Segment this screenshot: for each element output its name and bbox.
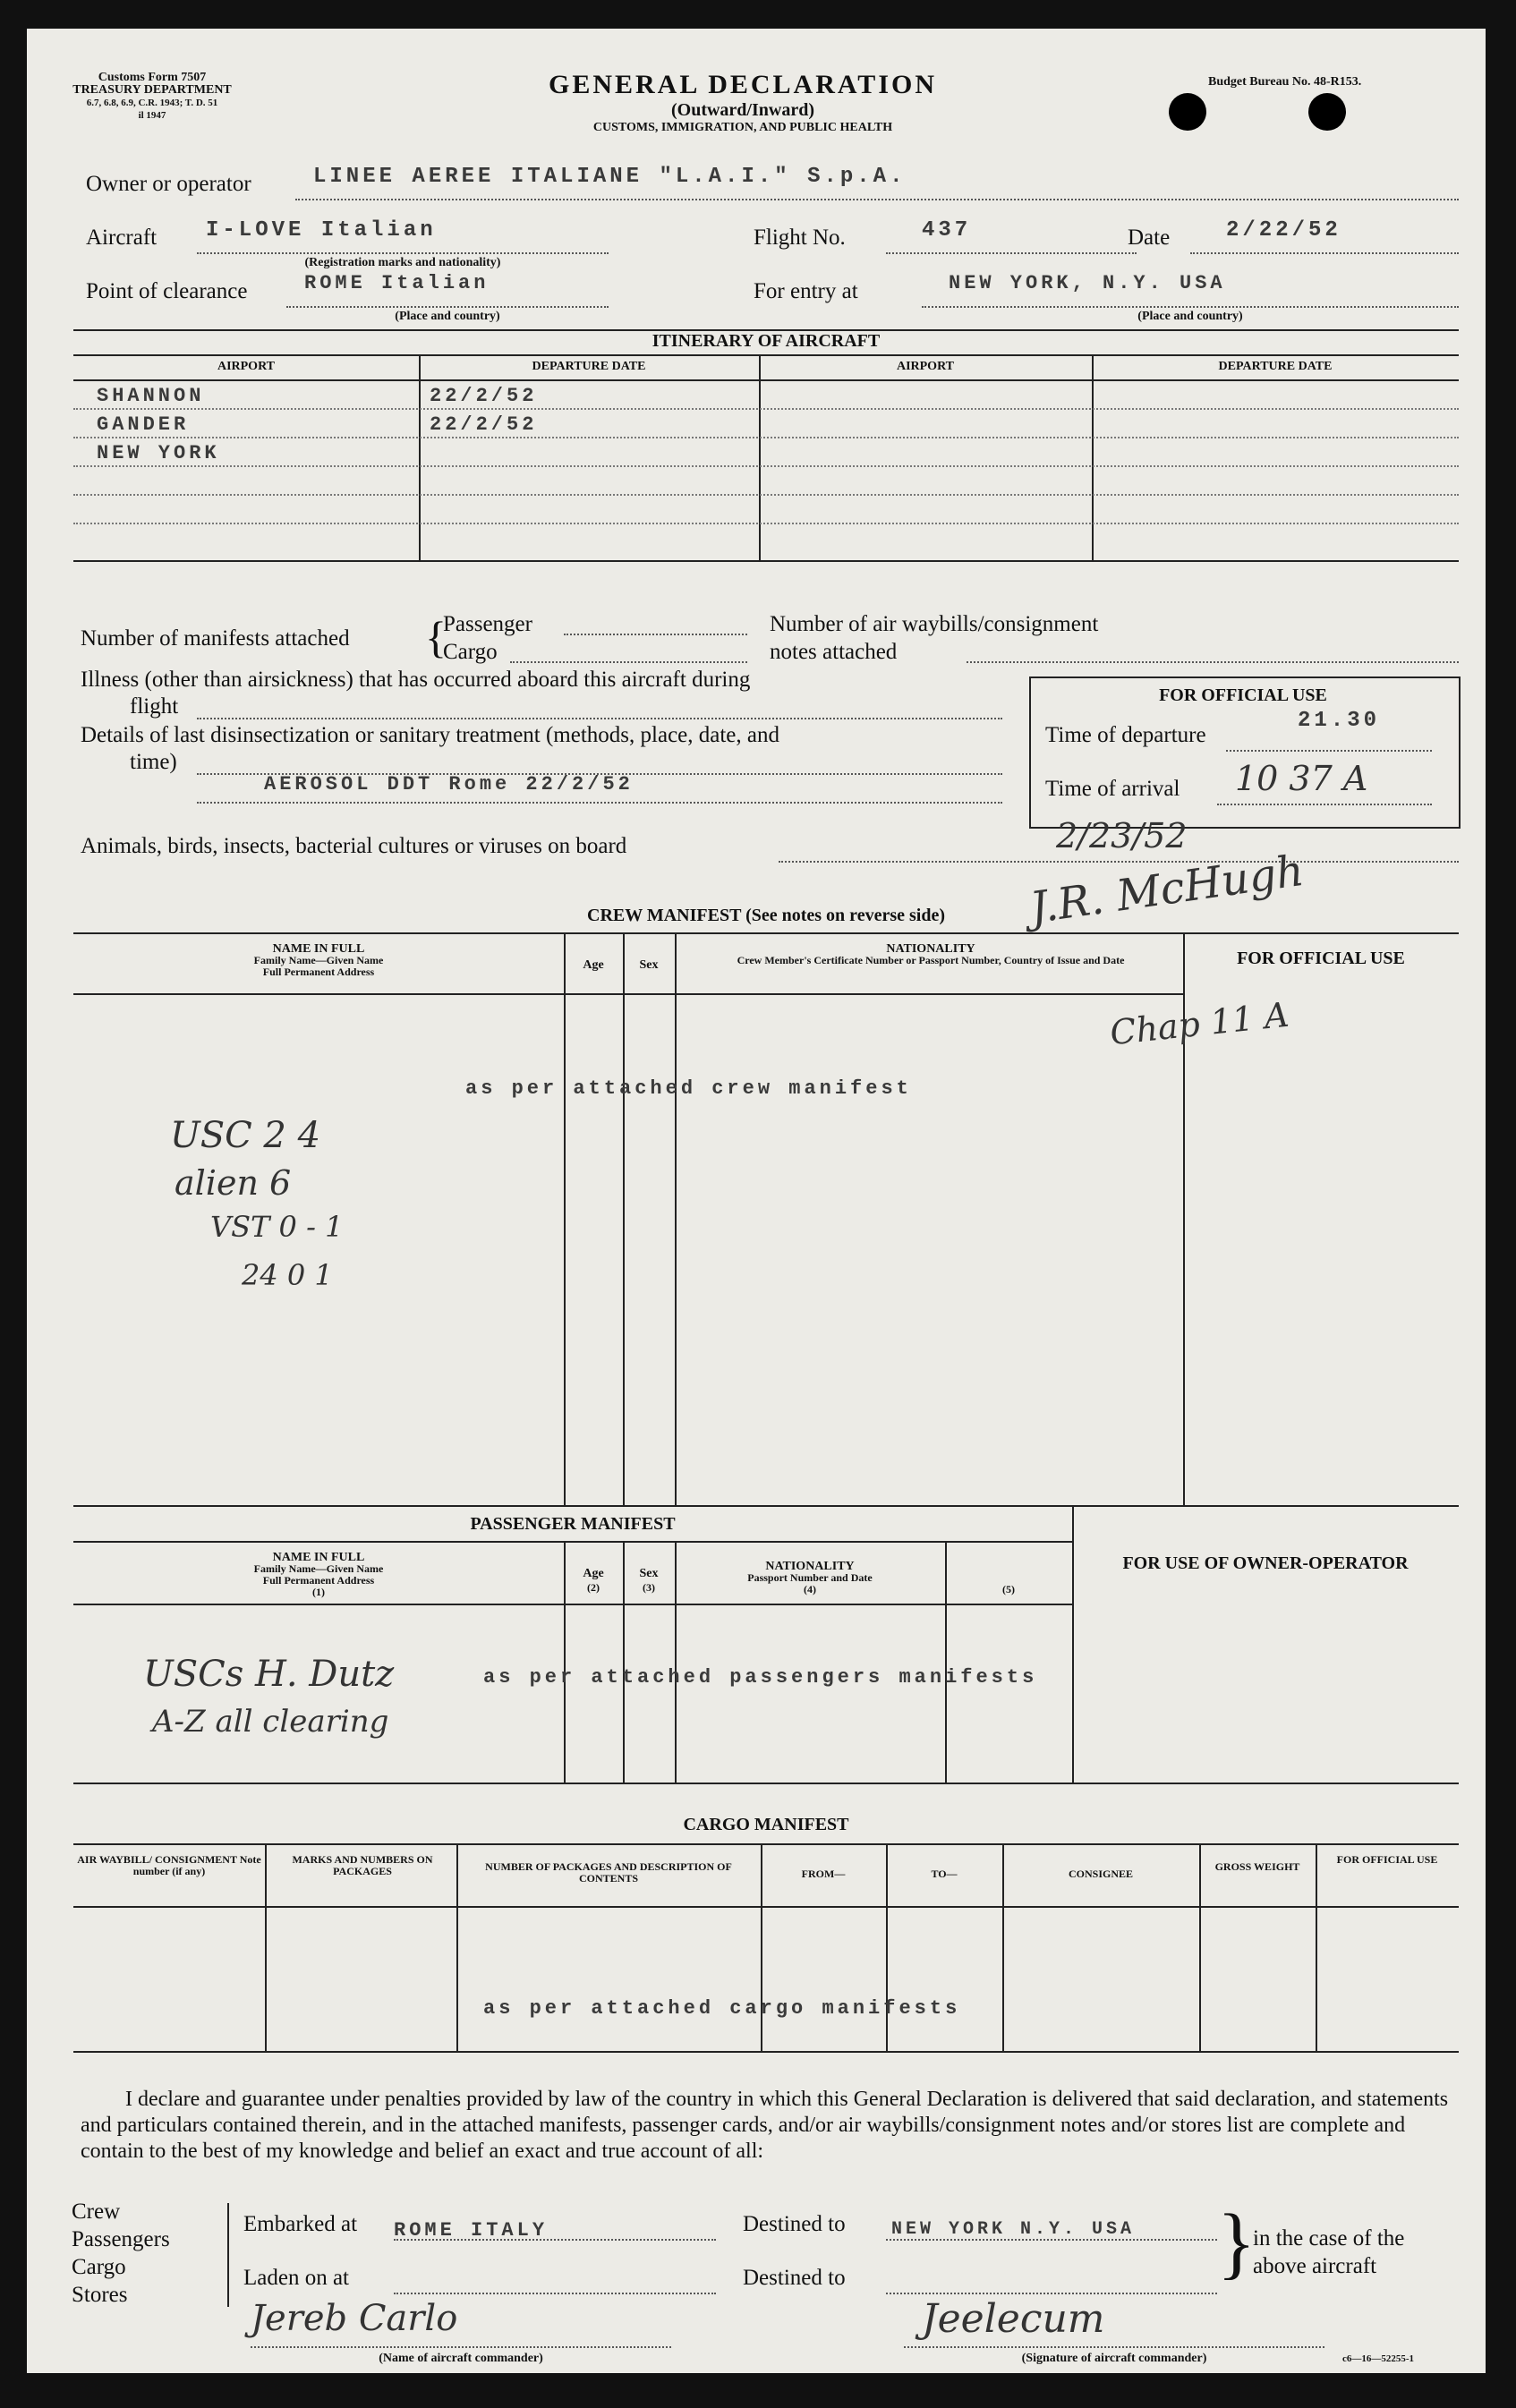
owner-line <box>295 199 1459 200</box>
itinerary-col-airport: AIRPORT <box>217 360 276 373</box>
rule <box>419 354 421 560</box>
departure-time-value: 21.30 <box>1298 709 1381 733</box>
cargo-col-to: TO— <box>931 1868 958 1880</box>
official-box-title: FOR OFFICIAL USE <box>1159 685 1327 705</box>
commander-name-label: (Name of aircraft commander) <box>379 2352 543 2365</box>
rule <box>675 932 677 1505</box>
cargo-col-packages: NUMBER OF PACKAGES AND DESCRIPTION OF CONTENTS <box>485 1860 732 1885</box>
arrival-line <box>1217 804 1432 805</box>
declaration-item: Cargo <box>72 2255 126 2279</box>
brace: { <box>425 612 447 662</box>
crew-col-nat-title: NATIONALITY <box>886 942 975 956</box>
itinerary-col-departure-2: DEPARTURE DATE <box>1218 360 1333 373</box>
form-agencies: CUSTOMS, IMMIGRATION, AND PUBLIC HEALTH <box>592 121 893 134</box>
rule <box>1199 1843 1201 2051</box>
date-label: Date <box>1128 225 1171 250</box>
passenger-line <box>564 634 747 635</box>
rule <box>456 1843 458 2051</box>
crew-official-use: FOR OFFICIAL USE <box>1237 949 1405 968</box>
rule <box>73 1505 1459 1507</box>
passenger-hand-note: A-Z all clearing <box>152 1704 389 1740</box>
rule <box>1092 354 1094 560</box>
embarked-label: Embarked at <box>243 2212 358 2236</box>
disinsect-label: Details of last disinsectization or sanitary treatment (methods, place, date, and <box>81 723 779 747</box>
commander-signature: Jeelecum <box>922 2296 1105 2342</box>
commander-name-line <box>251 2346 671 2348</box>
passenger-col-nat-sub: Passport Number and Date <box>747 1571 873 1584</box>
cargo-col-official: FOR OFFICIAL USE <box>1336 1853 1438 1866</box>
clearance-label: Point of clearance <box>86 279 248 303</box>
itinerary-date: 22/2/52 <box>430 385 538 407</box>
manifest-passenger: Passenger <box>443 612 532 636</box>
rule <box>73 1906 1459 1908</box>
rule <box>1072 1505 1074 1783</box>
passenger-col-sex-no: (3) <box>643 1581 655 1594</box>
passenger-typed-note: as per attached passengers manifests <box>483 1666 1038 1689</box>
case-line: in the case of the <box>1253 2226 1405 2251</box>
punch-hole <box>1308 93 1346 131</box>
rule <box>73 465 1459 467</box>
rule <box>227 2203 229 2307</box>
form-header-left <box>63 72 242 122</box>
embarked-value: ROME ITALY <box>394 2219 549 2242</box>
itinerary-airport: SHANNON <box>97 385 205 407</box>
rule <box>73 354 1459 356</box>
passenger-col-5-no: (5) <box>1002 1583 1015 1595</box>
form-number: Customs Form 7507 <box>98 71 207 84</box>
clearance-value: ROME Italian <box>304 272 490 294</box>
rule <box>564 932 566 1505</box>
passenger-col-name-sub1: Family Name—Given Name <box>253 1562 384 1575</box>
departure-line <box>1226 750 1432 752</box>
passenger-col-name-sub2: Full Permanent Address <box>262 1574 375 1587</box>
date-value: 2/22/52 <box>1226 218 1341 243</box>
entry-note: (Place and country) <box>1137 310 1243 323</box>
commander-signature-line <box>904 2346 1324 2348</box>
crew-col-nationality <box>689 943 1172 966</box>
clearance-line <box>286 306 609 308</box>
rule <box>73 932 1459 934</box>
destined-label-2: Destined to <box>743 2266 846 2290</box>
stamp-date: 2/23/52 <box>1056 816 1188 855</box>
crew-col-name-sub2: Full Permanent Address <box>262 966 375 978</box>
flight-line <box>886 252 1137 254</box>
commander-signature-label: (Signature of aircraft commander) <box>1021 2352 1207 2365</box>
declaration-form <box>27 29 1486 2373</box>
flight-value: 437 <box>922 218 972 243</box>
arrival-time-label: Time of arrival <box>1045 777 1180 801</box>
destined-line-2 <box>886 2293 1217 2294</box>
cargo-col-consignee: CONSIGNEE <box>1068 1868 1134 1880</box>
animals-label: Animals, birds, insects, bacterial cultures or viruses on board <box>81 834 627 858</box>
passenger-col-age: Age <box>583 1567 604 1580</box>
official-signature: J.R. McHugh <box>1026 845 1307 934</box>
form-subtitle: (Outward/Inward) <box>670 100 814 120</box>
rule <box>73 523 1459 524</box>
destined-label: Destined to <box>743 2212 846 2236</box>
itinerary-airport: NEW YORK <box>97 442 220 464</box>
waybills-label-1: Number of air waybills/consignment <box>770 612 1099 636</box>
owner-operator-use: FOR USE OF OWNER-OPERATOR <box>1122 1553 1409 1573</box>
rule <box>945 1541 947 1783</box>
crew-hand-note: USC 2 4 <box>170 1115 321 1156</box>
passenger-col-age-no: (2) <box>587 1581 600 1594</box>
itinerary-date: 22/2/52 <box>430 413 538 436</box>
rule <box>73 379 1459 381</box>
crew-col-name-sub1: Family Name—Given Name <box>253 954 384 966</box>
owner-value: LINEE AEREE ITALIANE "L.A.I." S.p.A. <box>313 165 907 189</box>
rule <box>73 993 1183 995</box>
entry-line <box>922 306 1459 308</box>
budget-number: Budget Bureau No. 48-R153. <box>1208 75 1362 89</box>
cargo-col-weight: GROSS WEIGHT <box>1214 1860 1300 1873</box>
cargo-col-waybill: AIR WAYBILL/ CONSIGNMENT Note number (if any) <box>77 1853 261 1877</box>
passenger-col-name <box>73 1552 564 1598</box>
cargo-line <box>510 661 747 663</box>
crew-typed-note: as per attached crew manifest <box>465 1077 912 1100</box>
department: TREASURY DEPARTMENT <box>72 83 232 97</box>
cargo-col-marks: MARKS AND NUMBERS ON PACKAGES <box>292 1853 433 1877</box>
crew-col-age: Age <box>583 958 604 972</box>
crew-hand-note: 24 0 1 <box>242 1258 333 1292</box>
declaration-item: Stores <box>72 2283 128 2307</box>
declaration-item: Crew <box>72 2200 121 2224</box>
aircraft-note: (Registration marks and nationality) <box>304 256 501 269</box>
entry-value: NEW YORK, N.Y. USA <box>949 272 1226 294</box>
cargo-typed-note: as per attached cargo manifests <box>483 1997 961 2020</box>
illness-label: Illness (other than airsickness) that has occurred aboard this aircraft during <box>81 668 751 692</box>
owner-label: Owner or operator <box>86 172 251 196</box>
rule <box>73 1843 1459 1845</box>
rule <box>73 560 1459 562</box>
manifest-cargo: Cargo <box>443 640 498 664</box>
passenger-col-nationality <box>675 1561 945 1595</box>
laden-label: Laden on at <box>243 2266 350 2290</box>
itinerary-col-airport-2: AIRPORT <box>896 360 955 373</box>
clearance-note: (Place and country) <box>395 310 500 323</box>
rule <box>73 1783 1459 1784</box>
entry-label: For entry at <box>754 279 858 303</box>
declaration-text: I declare and guarantee under penalties provided by law of the country in which this General Declaration is delivered that said declaration, and statements and particulars contained therein, and in the attached manifests, passenger cards, and/or air waybills/consignment notes and/or stores list are complete and contain to the best of my knowledge and belief an exact and true account of all: <box>81 2088 1449 2163</box>
departure-time-label: Time of departure <box>1045 723 1206 747</box>
rule <box>265 1843 267 2051</box>
passenger-col-sex: Sex <box>639 1567 659 1580</box>
form-title: GENERAL DECLARATION <box>548 70 937 99</box>
rule <box>1316 1843 1317 2051</box>
brace: } <box>1217 2199 1256 2287</box>
rule <box>73 2051 1459 2053</box>
rule <box>73 1604 1072 1605</box>
crew-col-sex: Sex <box>639 958 659 972</box>
print-code: c6—16—52255-1 <box>1342 2353 1415 2364</box>
arrival-time-value: 10 37 A <box>1235 759 1368 798</box>
crew-official-hand: Chap 11 A <box>1108 994 1291 1053</box>
passenger-col-name-title: NAME IN FULL <box>272 1551 365 1564</box>
illness-line <box>197 718 1002 719</box>
itinerary-airport: GANDER <box>97 413 190 436</box>
cargo-col-from: FROM— <box>801 1868 846 1880</box>
passenger-col-name-no: (1) <box>312 1586 325 1598</box>
disinsect-line-2 <box>197 802 1002 804</box>
crew-col-name-title: NAME IN FULL <box>272 942 365 956</box>
rule <box>759 354 761 560</box>
illness-label-2: flight <box>130 694 179 719</box>
passenger-hand-note: USCs H. Dutz <box>143 1654 395 1695</box>
passenger-col-nat-no: (4) <box>804 1583 816 1595</box>
waybills-label-2: notes attached <box>770 640 898 664</box>
crew-hand-note: alien 6 <box>175 1163 292 1203</box>
destined-value: NEW YORK N.Y. USA <box>891 2219 1136 2240</box>
flight-label: Flight No. <box>754 225 846 250</box>
form-date: il 1947 <box>138 110 166 121</box>
itinerary-col-departure: DEPARTURE DATE <box>532 360 646 373</box>
declaration-item: Passengers <box>72 2227 170 2251</box>
disinsect-value: AEROSOL DDT Rome 22/2/52 <box>264 773 634 796</box>
passenger-title: PASSENGER MANIFEST <box>470 1514 676 1534</box>
aircraft-line <box>197 252 609 254</box>
form-title-block <box>456 70 1029 135</box>
case-line: above aircraft <box>1253 2254 1377 2278</box>
animals-line <box>779 861 1459 863</box>
commander-name: Jereb Carlo <box>251 2298 458 2339</box>
rule <box>73 437 1459 438</box>
disinsect-label-2: time) <box>130 750 177 774</box>
crew-hand-note: VST 0 - 1 <box>210 1210 344 1244</box>
crew-col-name <box>73 943 564 978</box>
itinerary-title: ITINERARY OF AIRCRAFT <box>652 331 881 351</box>
aircraft-label: Aircraft <box>86 225 158 250</box>
regulations: 6.7, 6.8, 6.9, C.R. 1943; T. D. 51 <box>86 98 218 108</box>
punch-hole <box>1169 93 1206 131</box>
waybills-line <box>967 661 1459 663</box>
rule <box>73 408 1459 410</box>
rule <box>623 932 625 1505</box>
laden-line <box>394 2293 716 2294</box>
date-line <box>1190 252 1459 254</box>
cargo-title: CARGO MANIFEST <box>683 1815 849 1834</box>
rule <box>73 494 1459 496</box>
rule <box>73 1541 1072 1543</box>
crew-col-nat-sub: Crew Member's Certificate Number or Passport Number, Country of Issue and Date <box>737 954 1125 966</box>
case-note <box>1253 2225 1404 2280</box>
manifests-label: Number of manifests attached <box>81 626 350 651</box>
declaration-items <box>72 2198 170 2309</box>
passenger-col-nat-title: NATIONALITY <box>765 1560 855 1573</box>
crew-title: CREW MANIFEST (See notes on reverse side) <box>587 906 945 925</box>
aircraft-value: I-LOVE Italian <box>206 218 437 243</box>
